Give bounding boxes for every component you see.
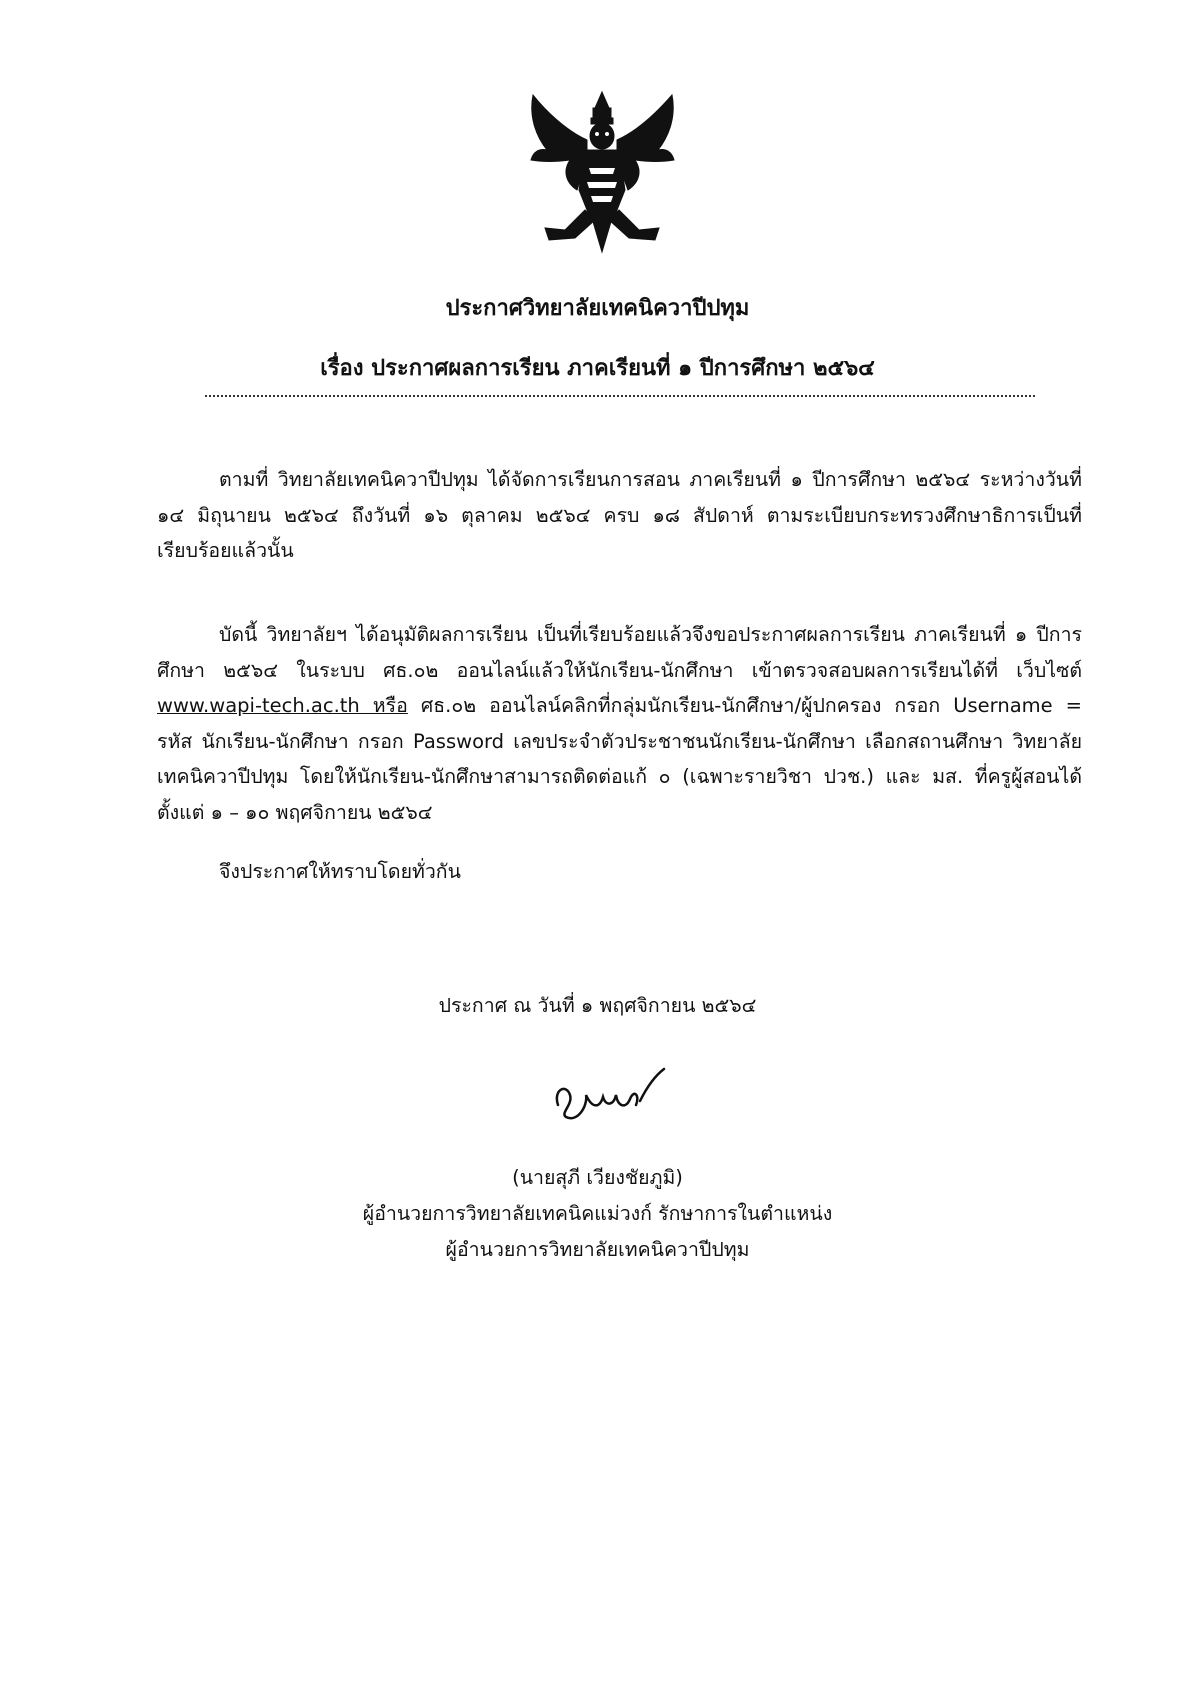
document-title: ประกาศวิทยาลัยเทคนิควาปีปทุม xyxy=(445,296,750,321)
paragraph-3: จึงประกาศให้ทราบโดยทั่วกัน xyxy=(219,860,461,883)
dotted-divider xyxy=(205,395,1035,397)
announcement-date: ประกาศ ณ วันที่ ๑ พฤศจิกายน ๒๕๖๔ xyxy=(438,994,757,1017)
signer-position-2: ผู้อำนวยการวิทยาลัยเทคนิควาปีปทุม xyxy=(445,1238,750,1261)
paragraph-2-part-a: บัดนี้ วิทยาลัยฯ ได้อนุมัติผลการเรียน เป็นที่เรียบร้อยแล้วจึงขอประกาศผลการเรียน ภาคเรียนที่ ๑ ปีการศึกษา ๒๕๖๔ ในระบบ ศธ.๐๒ ออนไลน์แล้วให้นักเรียน-นักศึกษา เข้าตรวจสอบผลการเรียนได้ที่ เว็บไซต์ xyxy=(157,623,1082,682)
paragraph-2-part-b: ศธ.๐๒ ออนไลน์คลิกที่กลุ่มนักเรียน-นักศึกษา/ผู้ปกครอง กรอก Username = รหัส นักเรียน-นักศึกษา กรอก Password เลขประจำตัวประชาชนนักเรียน-นักศึกษา เลือกสถานศึกษา วิทยาลัยเทคนิควาปีปทุม โดยให้นักเรียน-นักศึกษาสามารถติดต่อแก้ ๐ (เฉพาะรายวิชา ปวช.) และ มส. ที่ครูผู้สอนได้ ตั้งแต่ ๑ – ๑๐ พฤศจิกายน ๒๕๖๔ xyxy=(157,694,1082,824)
signature-block xyxy=(0,1160,1195,1268)
website-link[interactable]: www.wapi-tech.ac.th หรือ xyxy=(157,694,408,717)
garuda-emblem-icon xyxy=(525,90,680,255)
paragraph-2 xyxy=(157,617,1082,830)
document-subject: เรื่อง ประกาศผลการเรียน ภาคเรียนที่ ๑ ปีการศึกษา ๒๕๖๔ xyxy=(320,356,875,381)
handwritten-signature-icon xyxy=(548,1065,668,1125)
signer-name: (นายสุภี เวียงชัยภูมิ) xyxy=(512,1166,683,1189)
paragraph-1: ตามที่ วิทยาลัยเทคนิควาปีปทุม ได้จัดการเรียนการสอน ภาคเรียนที่ ๑ ปีการศึกษา ๒๕๖๔ ระหว่างวันที่ ๑๔ มิถุนายน ๒๕๖๔ ถึงวันที่ ๑๖ ตุลาคม ๒๕๖๔ ครบ ๑๘ สัปดาห์ ตามระเบียบกระทรวงศึกษาธิการเป็นที่เรียบร้อยแล้วนั้น xyxy=(157,468,1082,562)
signer-position-1: ผู้อำนวยการวิทยาลัยเทคนิคแม่วงก์ รักษาการในตำแหน่ง xyxy=(362,1202,833,1225)
